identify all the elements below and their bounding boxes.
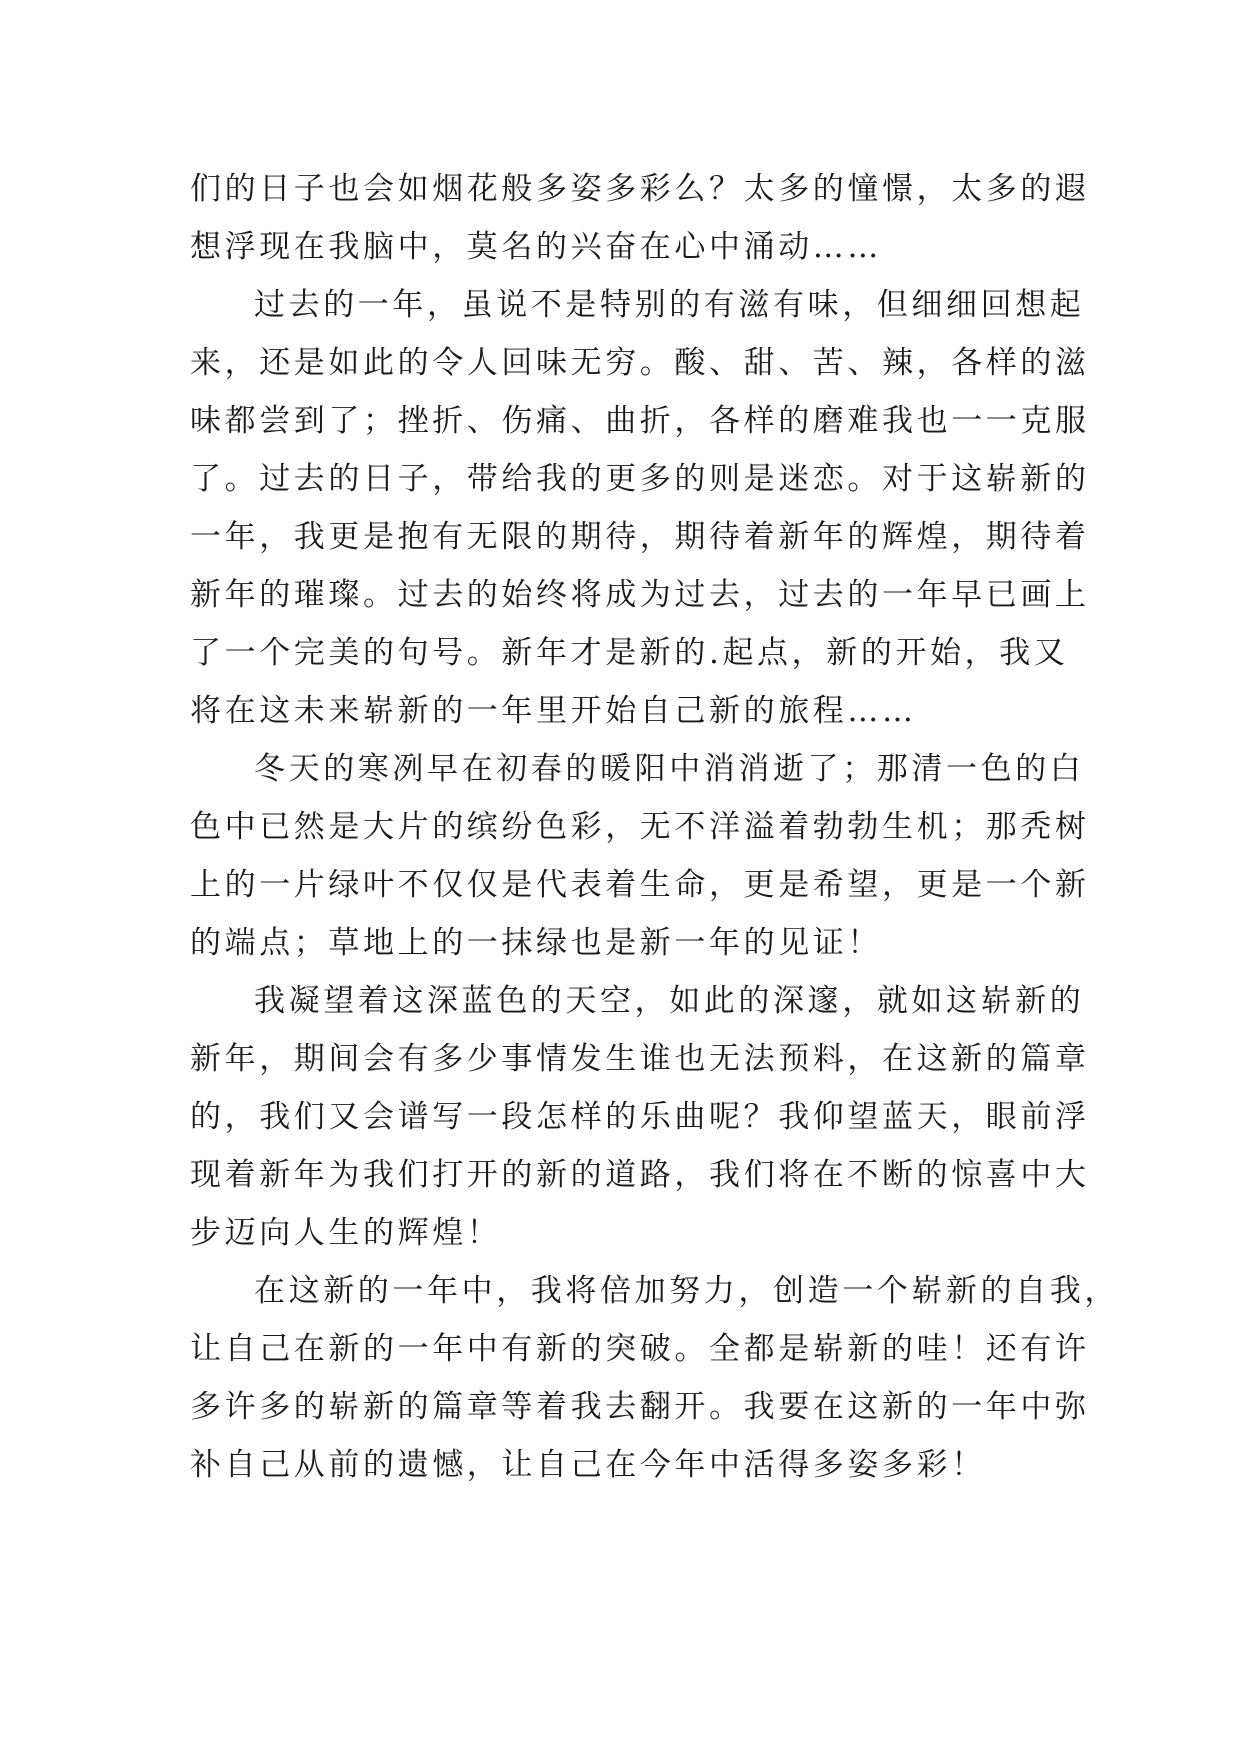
text-line: 来，还是如此的令人回味无穷。酸、甜、苦、辣，各样的滋 (190, 345, 1090, 381)
text-line: 让自己在新的一年中有新的突破。全都是崭新的哇！还有许 (190, 1331, 1090, 1367)
text-line: 一年，我更是抱有无限的期待，期待着新年的辉煌，期待着 (190, 519, 1090, 555)
text-line: 新年，期间会有多少事情发生谁也无法预料，在这新的篇章 (190, 1041, 1090, 1077)
text-line: 的，我们又会谱写一段怎样的乐曲呢？我仰望蓝天，眼前浮 (190, 1099, 1090, 1135)
text-line: 们的日子也会如烟花般多姿多彩么？太多的憧憬，太多的遐 (190, 171, 1090, 207)
body-text (190, 160, 1119, 1494)
text-line: 的端点；草地上的一抹绿也是新一年的见证！ (190, 925, 882, 961)
text-line: 了。过去的日子，带给我的更多的则是迷恋。对于这崭新的 (190, 461, 1090, 497)
paragraph-first-line: 在这新的一年中，我将倍加努力，创造一个崭新的自我， (254, 1273, 1119, 1309)
text-line: 新年的璀璨。过去的始终将成为过去，过去的一年早已画上 (190, 577, 1090, 613)
paragraph-first-line: 过去的一年，虽说不是特别的有滋有味，但细细回想起 (254, 287, 1085, 323)
text-line: 上的一片绿叶不仅仅是代表着生命，更是希望，更是一个新 (190, 867, 1090, 903)
text-line: 味都尝到了；挫折、伤痛、曲折，各样的磨难我也一一克服 (190, 403, 1090, 439)
text-line: 补自己从前的遗憾，让自己在今年中活得多姿多彩！ (190, 1447, 986, 1483)
text-line: 了一个完美的句号。新年才是新的.起点，新的开始，我又 (190, 635, 1069, 671)
text-line: 想浮现在我脑中，莫名的兴奋在心中涌动…… (190, 229, 882, 265)
text-line: 多许多的崭新的篇章等着我去翻开。我要在这新的一年中弥 (190, 1389, 1090, 1425)
paragraph-first-line: 我凝望着这深蓝色的天空，如此的深邃，就如这崭新的 (254, 983, 1085, 1019)
text-line: 步迈向人生的辉煌！ (190, 1215, 502, 1251)
text-line: 现着新年为我们打开的新的道路，我们将在不断的惊喜中大 (190, 1157, 1090, 1193)
paragraph-first-line: 冬天的寒冽早在初春的暖阳中消消逝了；那清一色的白 (254, 751, 1085, 787)
text-line: 色中已然是大片的缤纷色彩，无不洋溢着勃勃生机；那秃树 (190, 809, 1090, 845)
text-line: 将在这未来崭新的一年里开始自己新的旅程…… (190, 693, 917, 729)
